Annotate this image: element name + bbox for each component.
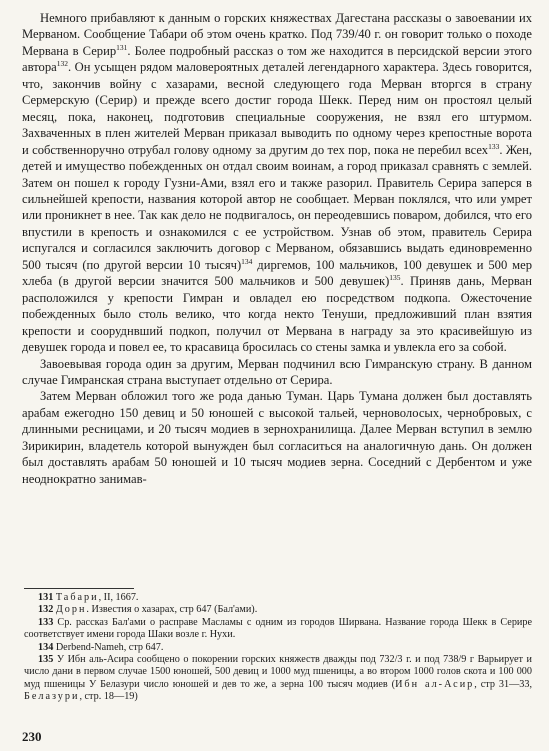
footnote-number: 132 (38, 604, 54, 616)
page-number: 230 (22, 729, 42, 744)
footnote-text: , стр 31—33, (474, 678, 532, 690)
main-text (22, 10, 532, 487)
footnote-number: 133 (38, 616, 54, 628)
footnote-ref: 131 (116, 42, 128, 52)
paragraph (22, 388, 532, 487)
footnote-author: Ибн ал-Асир (395, 678, 475, 690)
footnote-text: , стр. 18—19) (79, 691, 138, 703)
paragraph (22, 356, 532, 389)
paragraph (22, 10, 532, 356)
text-run: Немного прибавляют к данным о горских княжествах Дагестана рассказы о завоевании их Мерваном. Сообщение Табари об этом очень кратко. Под 739/40 г. он говорит только о походе Мервана в Серир (22, 11, 532, 58)
footnote-text: . Известия о хазарах, стр 647 (Бал'ами). (86, 604, 258, 616)
footnote-text: Ср. рассказ Бал'ами о расправе Масламы с одним из городов Ширвана. Название города Шекк в Серире соответствует имени города Шаки возле г. Нухи. (24, 616, 532, 641)
text-run: Затем Мерван обложил того же рода данью Туман. Царь Тумана должен был доставлять арабам ежегодно 150 девиц и 50 юношей с высокой тальей, черноволосых, чернобровых, с длинными ресницами, и 20 тысяч модиев в зернохранилища. Далее Мерван вступил в землю Зирикирин, владетель которой вынужден был согласиться на аналогичную дань. Он должен был доставлять арабам 50 юношей и 10 тысяч модиев зерна. Соседний с Дербентом и уже неоднократно занимав- (22, 389, 532, 486)
text-run: диргемов, 100 мальчиков, 100 девушек и 500 мер хлеба (в другой версии значится 500 мальчиков и 500 девушек) (22, 257, 532, 289)
text-run: . Он усыщен рядом маловероятных деталей легендарного характера. Здесь говорится, что, закончив войну с хазарами, весной следующего года Мерван вторгся в страну Сермерскую (Серир) и прежде всего достиг города Шекк. Перед ним он простоял целый месяц, пока, наконец, подготовив специальные сооружения, не взял его штурмом. Захваченных в плен жителей Мерван приказал выводить по одному через крепостные ворота и собственноручно отрубал голову одному за другим до тех пор, пока не перебил всех (22, 60, 532, 157)
footnote (24, 642, 532, 654)
footnote-ref: 133 (488, 141, 500, 151)
footnote (24, 604, 532, 616)
footnote-ref: 134 (241, 256, 253, 266)
footnote-text: Derbend-Nameh, стр 647. (53, 641, 164, 653)
footnote-separator (24, 588, 134, 589)
footnote-number: 134 (38, 641, 54, 653)
footnote (24, 654, 532, 704)
footnote-author: Белазури (24, 691, 80, 703)
footnote-ref: 135 (389, 273, 401, 283)
footnote (24, 617, 532, 642)
footnote-author: Дорн (55, 604, 87, 616)
footnote (24, 592, 532, 604)
footnotes (24, 592, 532, 704)
text-run: Завоевывая города один за другим, Мерван подчинил всю Гимранскую страну. В данном случае Гимранская страна выступает отдельно от Серира. (22, 356, 532, 387)
text-run: . Приняв дань, Мерван расположился у крепости Гимран и овладел ею посредством подкопа. Ожесточение побежденных было столь велико, что когда некто Тенуши, предложивший план взятия крепости и сооруднвший подкоп, получил от Мервана в награду за это красивейшую из девушек города и повел ее, то красавица бросилась со стены замка и увлекла его за собой. (22, 274, 532, 355)
footnote-ref: 132 (56, 59, 68, 69)
text-run: . Жен, детей и имущество побежденных он отдал своим воинам, а город приказал сравнять с землей. Затем он пошел к городу Гузни-Ами, взял его и также разорил. Правитель Серира заперся в сильнейшей крепости, названия которой автор не сообщает. Мерван поклялся, что или умрет или проникнет в нее. Так как дело не подвигалось, он переодевшись поваром, добился, что его впустили в крепость и ознакомился с ее устройством. Узнав об этом, правитель Серира испугался и согласился заключить договор с Мерваном, обязавшись выдать единовременно 500 тысяч (по другой версии 10 тысяч) (22, 142, 532, 272)
footnote-number: 131 (38, 592, 54, 603)
text-run: . Более подробный рассказ о том же находится в персидской версии этого автора (22, 43, 532, 75)
footnote-text: , II, 1667. (98, 592, 139, 603)
footnote-text: У Ибн аль-Асира сообщено о покорении горских княжеств дважды под 732/3 г. и под 738/9 г Варьирует и число дани в первом случае 1500 юношей, 500 девиц и 1000 муд пшеницы, а во втором 1000 голов скота и 100 000 муд пшеницы У Белазури число юношей и дев то же, а зерна 100 тысяч модиев ( (24, 654, 532, 690)
footnote-number: 135 (38, 654, 54, 666)
footnote-author: Табари (55, 592, 99, 603)
